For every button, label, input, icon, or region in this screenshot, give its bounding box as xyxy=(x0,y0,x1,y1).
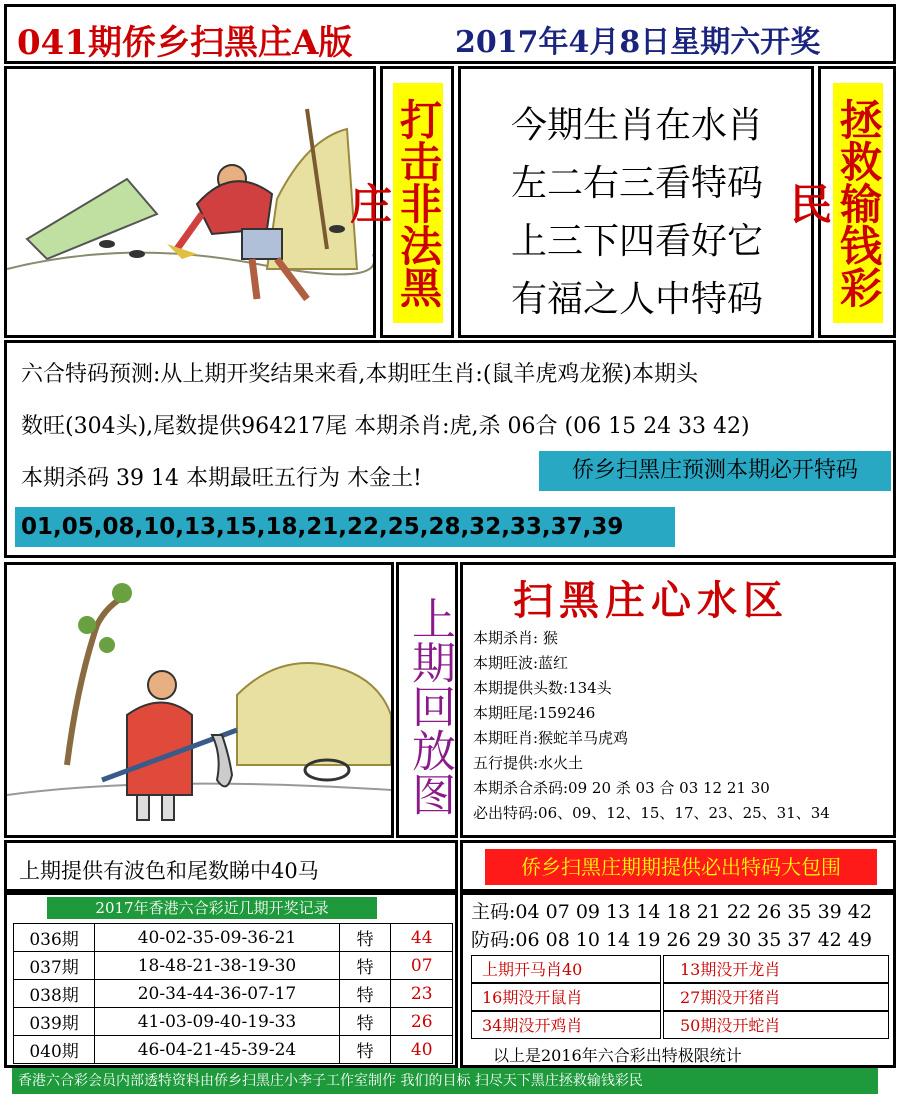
table-row xyxy=(14,1036,453,1064)
last-period-note: 上期提供有波色和尾数睇中40马 xyxy=(19,859,319,883)
xinshui-item: 必出特码:06、09、12、15、17、23、25、31、34 xyxy=(473,804,830,822)
stat-cell: 16期没开鼠肖 xyxy=(471,983,661,1011)
record-period: 040期 xyxy=(14,1036,95,1064)
issue-title: 041期侨乡扫黑庄A版 xyxy=(17,23,353,63)
codes-panel xyxy=(460,892,896,1068)
record-period: 037期 xyxy=(14,952,95,980)
banner-left: 打击非法黑庄 xyxy=(393,83,443,323)
xinshui-item: 本期旺肖:猴蛇羊马虎鸡 xyxy=(473,729,629,747)
farmer-illustration xyxy=(7,69,373,335)
record-te: 特 xyxy=(339,1036,391,1064)
prediction-line-3: 本期杀码 39 14 本期最旺五行为 木金土! xyxy=(21,466,422,491)
poem-line: 有福之人中特码 xyxy=(511,279,764,320)
poem-line: 上三下四看好它 xyxy=(511,221,764,262)
records-title: 2017年香港六合彩近几期开奖记录 xyxy=(47,897,377,919)
big-package-panel xyxy=(460,840,896,892)
xinshui-panel xyxy=(460,562,896,838)
banner-left-panel xyxy=(344,66,454,338)
farmer-illustration-panel xyxy=(4,66,376,338)
record-te: 特 xyxy=(339,1008,391,1036)
record-period: 039期 xyxy=(14,1008,95,1036)
prediction-panel xyxy=(4,340,896,558)
prediction-line-1: 六合特码预测:从上期开奖结果来看,本期旺生肖:(鼠羊虎鸡龙猴)本期头 xyxy=(21,362,698,387)
record-numbers: 40-02-35-09-36-21 xyxy=(95,924,340,952)
record-period: 036期 xyxy=(14,924,95,952)
record-numbers: 41-03-09-40-19-33 xyxy=(95,1008,340,1036)
stats-note: 以上是2016年六合彩出特极限统计 xyxy=(493,1046,742,1065)
must-open-numbers: 01,05,08,10,13,15,18,21,22,25,28,32,33,37,39 xyxy=(15,507,675,547)
record-numbers: 18-48-21-38-19-30 xyxy=(95,952,340,980)
record-special: 23 xyxy=(391,980,453,1008)
stat-cell: 27期没开猪肖 xyxy=(663,983,889,1011)
table-row xyxy=(14,952,453,980)
must-open-label: 侨乡扫黑庄预测本期必开特码 xyxy=(539,451,891,491)
record-numbers: 20-34-44-36-07-17 xyxy=(95,980,340,1008)
xinshui-item: 本期杀合杀码:09 20 杀 03 合 03 12 21 30 xyxy=(473,779,770,797)
replay-label: 上期回放图 xyxy=(404,596,455,816)
records-table xyxy=(13,923,453,1064)
xinshui-item: 本期杀肖: 猴 xyxy=(473,629,558,647)
header-bar xyxy=(4,4,896,64)
guard-code: 防码:06 08 10 14 19 26 29 30 35 37 42 49 xyxy=(471,929,872,951)
record-te: 特 xyxy=(339,980,391,1008)
stat-cell: 50期没开蛇肖 xyxy=(663,1011,889,1039)
xinshui-title: 扫黑庄心水区 xyxy=(513,577,789,624)
record-special: 40 xyxy=(391,1036,453,1064)
hunter-illustration-panel xyxy=(4,562,394,838)
xinshui-item: 本期旺波:蓝红 xyxy=(473,654,569,672)
table-row xyxy=(14,924,453,952)
main-code: 主码:04 07 09 13 14 18 21 22 26 35 39 42 xyxy=(471,901,872,923)
table-row xyxy=(14,1008,453,1036)
record-special: 26 xyxy=(391,1008,453,1036)
replay-label-panel xyxy=(396,562,458,838)
big-package-label: 侨乡扫黑庄期期提供必出特码大包围 xyxy=(485,849,877,885)
poem-panel xyxy=(458,66,814,338)
hunter-illustration xyxy=(7,565,391,835)
last-period-panel xyxy=(4,840,458,892)
records-panel xyxy=(4,892,458,1068)
record-te: 特 xyxy=(339,924,391,952)
xinshui-item: 五行提供:水火土 xyxy=(473,754,584,772)
poem-line: 左二右三看特码 xyxy=(511,163,764,204)
record-special: 07 xyxy=(391,952,453,980)
stat-cell: 上期开马肖40 xyxy=(471,955,661,983)
banner-right-panel xyxy=(784,66,896,338)
record-special: 44 xyxy=(391,924,453,952)
xinshui-item: 本期提供头数:134头 xyxy=(473,679,612,697)
table-row xyxy=(14,980,453,1008)
prediction-line-2: 数旺(304头),尾数提供964217尾 本期杀肖:虎,杀 06合 (06 15 24 33 42) xyxy=(21,414,750,439)
record-te: 特 xyxy=(339,952,391,980)
record-numbers: 46-04-21-45-39-24 xyxy=(95,1036,340,1064)
record-period: 038期 xyxy=(14,980,95,1008)
stat-cell: 13期没开龙肖 xyxy=(663,955,889,983)
stat-cell: 34期没开鸡肖 xyxy=(471,1011,661,1039)
xinshui-item: 本期旺尾:159246 xyxy=(473,704,596,722)
banner-right: 拯救输钱彩民 xyxy=(833,83,883,323)
poem-line: 今期生肖在水肖 xyxy=(511,105,764,146)
draw-date: 2017年4月8日星期六开奖 xyxy=(455,25,821,60)
footer-banner: 香港六合彩会员内部透特资料由侨乡扫黑庄小李子工作室制作 我们的目标 扫尽天下黑庄拯救输钱彩民 xyxy=(12,1068,878,1094)
